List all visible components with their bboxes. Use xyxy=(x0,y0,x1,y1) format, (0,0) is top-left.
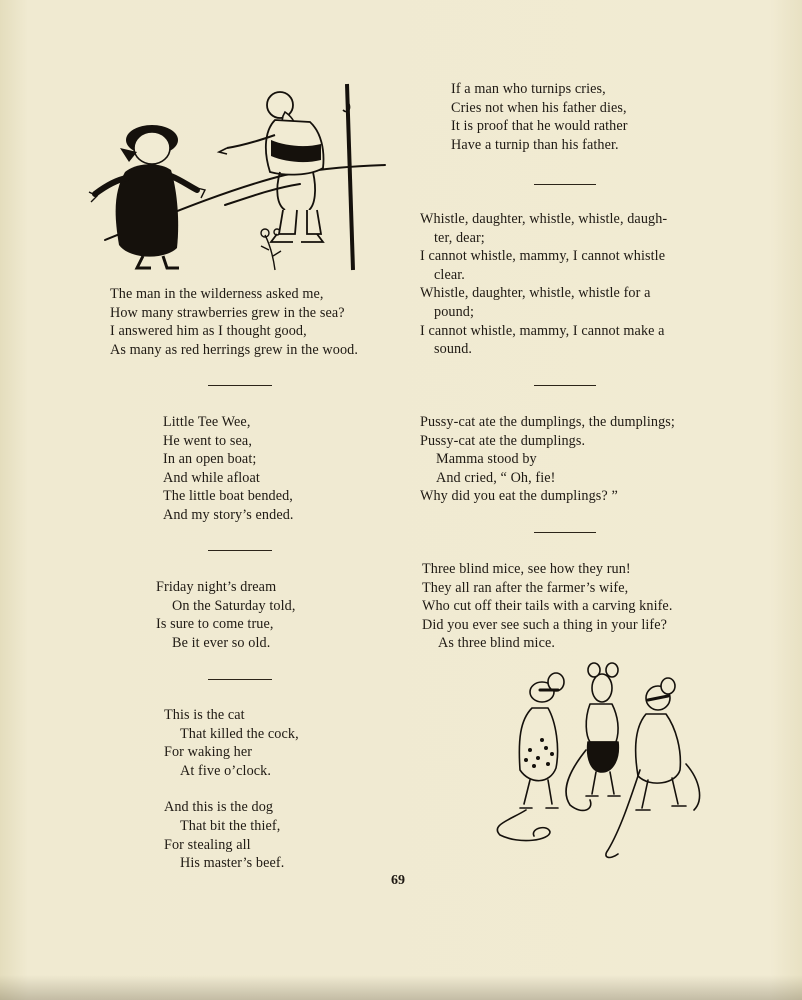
blind-mice-illustration xyxy=(490,660,720,865)
poem-line: As three blind mice. xyxy=(438,635,556,652)
poem-friday xyxy=(156,578,295,652)
poem-line: I cannot whistle, mammy, I cannot whistle xyxy=(420,248,666,265)
poem-line: In an open boat; xyxy=(163,451,257,468)
poem-line: As many as red herrings grew in the wood. xyxy=(110,341,358,358)
poem-line: Friday night’s dream xyxy=(156,579,277,595)
section-divider xyxy=(208,385,272,386)
section-divider xyxy=(208,550,272,551)
poem-line: His master’s beef. xyxy=(180,855,285,872)
poem-turnips xyxy=(451,80,628,154)
poem-line: That killed the cock, xyxy=(180,725,299,742)
poem-cat-cock xyxy=(164,706,299,873)
section-divider xyxy=(534,532,596,533)
poem-line: clear. xyxy=(434,266,465,283)
poem-line: I answered him as I thought good, xyxy=(110,323,307,340)
poem-line: Little Tee Wee, xyxy=(163,414,251,430)
poem-line: For waking her xyxy=(164,744,253,761)
poem-line: Why did you eat the dumplings? ” xyxy=(420,488,618,505)
poem-line: And while afloat xyxy=(163,469,260,486)
poem-line: For stealing all xyxy=(164,836,251,853)
poem-line: pound; xyxy=(434,303,475,320)
poem-blind-mice xyxy=(422,560,672,653)
poem-line: Mamma stood by xyxy=(436,451,537,468)
poem-line: At five o’clock. xyxy=(180,762,272,779)
poem-tee-wee xyxy=(163,413,294,525)
poem-line: Pussy-cat ate the dumplings. xyxy=(420,432,586,449)
poem-line: On the Saturday told, xyxy=(172,597,296,614)
poem-line: Cries not when his father dies, xyxy=(451,99,627,116)
section-divider xyxy=(534,385,596,386)
section-divider xyxy=(534,184,596,185)
page-number: 69 xyxy=(391,873,405,888)
poem-line: He went to sea, xyxy=(163,432,252,449)
poem-line: Whistle, daughter, whistle, whistle for a xyxy=(420,285,651,302)
poem-wilderness xyxy=(110,285,358,359)
poem-line: Be it ever so old. xyxy=(172,634,271,651)
poem-line: Is sure to come true, xyxy=(156,616,274,633)
poem-line: And my story’s ended. xyxy=(163,506,294,523)
poem-line: I cannot whistle, mammy, I cannot make a xyxy=(420,322,665,339)
poem-line: That bit the thief, xyxy=(180,817,281,834)
poem-line: How many strawberries grew in the sea? xyxy=(110,304,345,321)
wilderness-illustration xyxy=(85,80,395,280)
poem-line: And cried, “ Oh, fie! xyxy=(436,469,556,486)
poem-line: Did you ever see such a thing in your life? xyxy=(422,616,668,633)
poem-line: They all ran after the farmer’s wife, xyxy=(422,579,629,596)
poem-line: The man in the wilderness asked me, xyxy=(110,286,324,302)
poem-line: Whistle, daughter, whistle, whistle, daugh- xyxy=(420,211,668,227)
poem-line: Pussy-cat ate the dumplings, the dumplings; xyxy=(420,414,675,430)
poem-line: It is proof that he would rather xyxy=(451,118,628,135)
poem-whistle xyxy=(420,210,667,359)
page-edge-shadow xyxy=(0,975,802,1000)
poem-line: Three blind mice, see how they run! xyxy=(422,561,631,577)
poem-line: If a man who turnips cries, xyxy=(451,81,606,97)
poem-line: Have a turnip than his father. xyxy=(451,136,619,153)
poem-line: ter, dear; xyxy=(434,229,485,246)
poem-pussy-cat xyxy=(420,413,675,506)
section-divider xyxy=(208,679,272,680)
poem-line: Who cut off their tails with a carving knife. xyxy=(422,598,673,615)
poem-line: This is the cat xyxy=(164,707,245,723)
poem-line: The little boat bended, xyxy=(163,488,293,505)
poem-line: sound. xyxy=(434,341,473,358)
poem-line: And this is the dog xyxy=(164,799,274,816)
